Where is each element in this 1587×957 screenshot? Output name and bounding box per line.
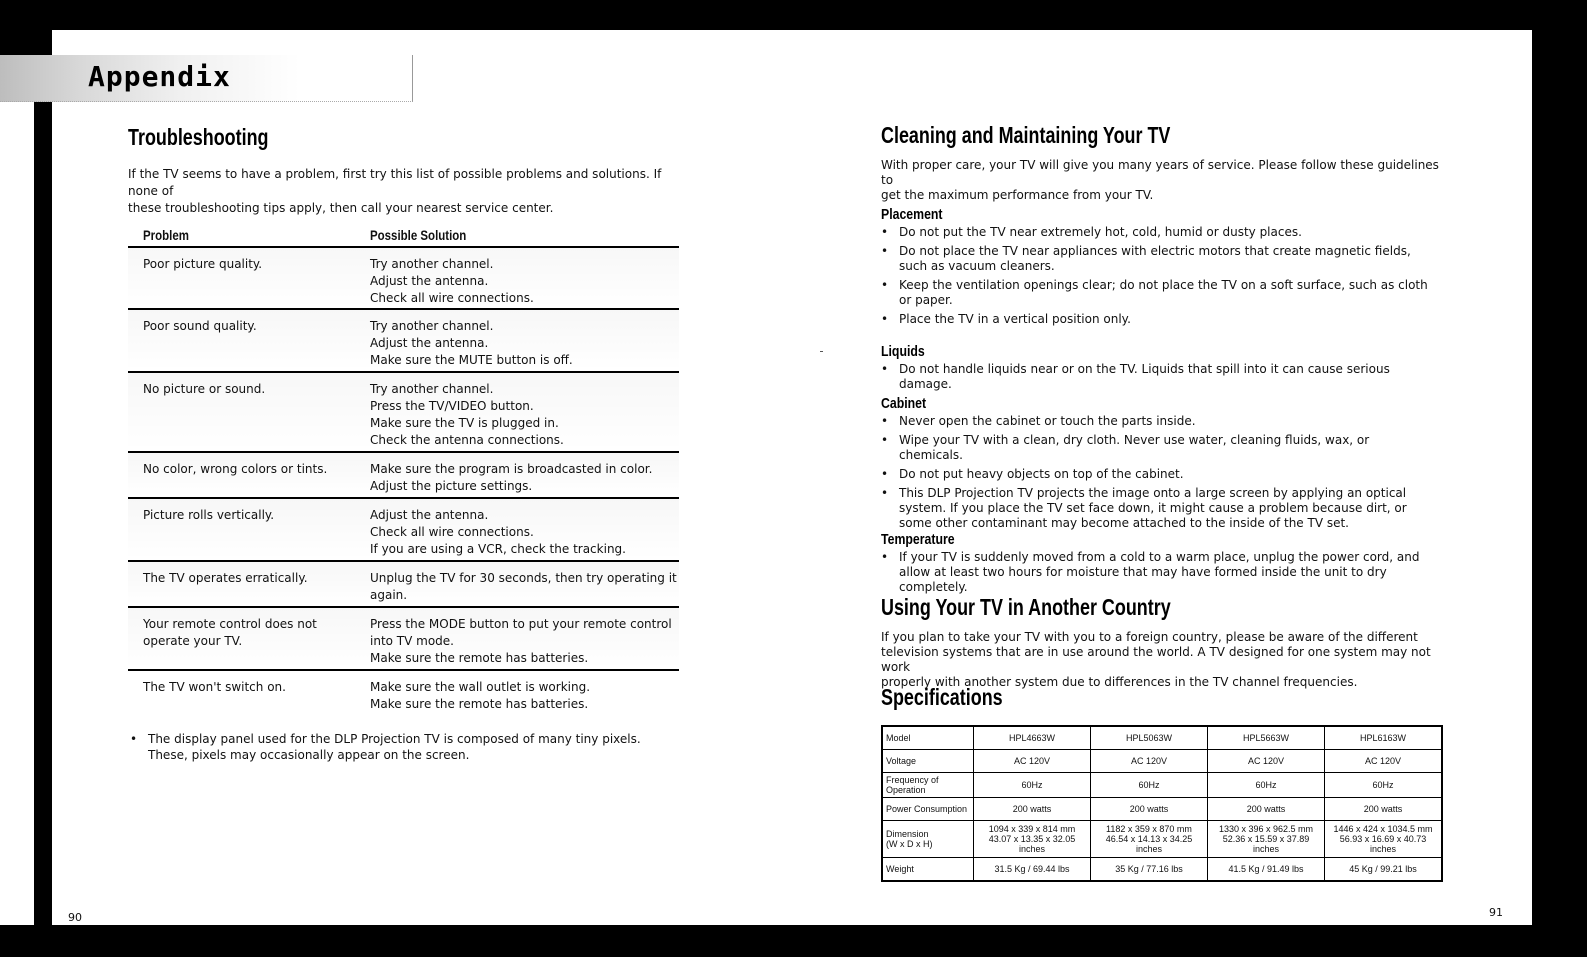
- spec-value-line: 1330 x 396 x 962.5 mm: [1218, 824, 1314, 834]
- spec-value: HPL5063W: [1091, 726, 1208, 750]
- table-row: [128, 373, 679, 453]
- solution-line: Adjust the antenna.: [370, 336, 489, 350]
- paragraph-line: properly with another system due to differences in the TV channel frequencies.: [881, 675, 1358, 689]
- spec-label: [882, 821, 974, 858]
- liquids-heading: Liquids: [881, 343, 925, 360]
- troubleshooting-table: [128, 222, 679, 719]
- liquids-list: [881, 362, 1436, 396]
- solution-line: Adjust the antenna.: [370, 508, 489, 522]
- solution-cell: [370, 256, 670, 307]
- spec-value-line: 1094 x 339 x 814 mm: [988, 824, 1076, 834]
- cabinet-heading: Cabinet: [881, 395, 927, 412]
- problem-cell: Picture rolls vertically.: [143, 508, 275, 522]
- spec-value: [1325, 821, 1443, 858]
- intro-line: get the maximum performance from your TV.: [881, 188, 1154, 202]
- list-item: • Do not place the TV near appliances with electric motors that create magnetic fields, such as vacuum cleaners.: [881, 244, 1436, 274]
- spec-row: [882, 858, 1442, 882]
- problem-cell: Your remote control does not operate your TV.: [143, 617, 317, 648]
- spec-value: AC 120V: [974, 750, 1091, 773]
- spec-value: 60Hz: [974, 773, 1091, 798]
- problem-cell: Poor picture quality.: [143, 257, 263, 271]
- table-row: [128, 608, 679, 671]
- list-item: • This DLP Projection TV projects the image onto a large screen by applying an optical system. If you place the TV set face down, it might cause a problem because dirt, or some other contaminant may become attached to the inside of the TV set.: [881, 486, 1436, 531]
- list-item: • Keep the ventilation openings clear; do not place the TV on a soft surface, such as cloth or paper.: [881, 278, 1436, 308]
- spec-value: AC 120V: [1091, 750, 1208, 773]
- cleaning-intro: [881, 158, 1441, 203]
- frame-bottom-border: [0, 925, 1587, 957]
- spec-value: [974, 821, 1091, 858]
- column-header-solution: Possible Solution: [370, 227, 467, 243]
- table-row: [128, 453, 679, 499]
- solution-cell: [370, 318, 670, 369]
- table-header: [128, 222, 679, 248]
- intro-line: these troubleshooting tips apply, then call your nearest service center.: [128, 201, 554, 215]
- solution-line: Adjust the antenna.: [370, 274, 489, 288]
- spec-row: [882, 726, 1442, 750]
- another-country-heading: Using Your TV in Another Country: [881, 594, 1171, 620]
- solution-line: Make sure the wall outlet is working.: [370, 680, 591, 694]
- spec-value-line: 43.07 x 13.35 x 32.05 inches: [988, 834, 1076, 854]
- troubleshooting-heading: Troubleshooting: [128, 124, 269, 150]
- spec-value: 45 Kg / 99.21 lbs: [1325, 858, 1443, 882]
- bullet-icon: •: [130, 732, 138, 746]
- solution-cell: [370, 616, 670, 667]
- pixel-note: [130, 731, 650, 767]
- specifications-table: [881, 725, 1443, 882]
- list-item: • Wipe your TV with a clean, dry cloth. Never use water, cleaning fluids, wax, or chemicals.: [881, 433, 1436, 463]
- spec-value: 200 watts: [1325, 798, 1443, 821]
- spec-value-line: 46.54 x 14.13 x 34.25 inches: [1105, 834, 1193, 854]
- solution-cell: [370, 507, 670, 558]
- paragraph-line: If you plan to take your TV with you to a foreign country, please be aware of the different: [881, 630, 1418, 644]
- list-item: • If your TV is suddenly moved from a cold to a warm place, unplug the power cord, and allow at least two hours for moisture that may have formed inside the unit to dry completely.: [881, 550, 1436, 595]
- troubleshooting-intro: [128, 166, 688, 217]
- spec-value: 41.5 Kg / 91.49 lbs: [1208, 858, 1325, 882]
- problem-cell: No picture or sound.: [143, 382, 266, 396]
- table-row: [128, 248, 679, 310]
- spec-value: HPL5663W: [1208, 726, 1325, 750]
- spec-value: HPL4663W: [974, 726, 1091, 750]
- problem-cell: No color, wrong colors or tints.: [143, 462, 328, 476]
- spec-value-line: 52.36 x 15.59 x 37.89 inches: [1222, 834, 1310, 854]
- spec-value: 35 Kg / 77.16 lbs: [1091, 858, 1208, 882]
- solution-line: Unplug the TV for 30 seconds, then try operating it: [370, 571, 677, 585]
- spec-value: 200 watts: [1208, 798, 1325, 821]
- spec-label-line: (W x D x H): [886, 839, 933, 849]
- table-row: [128, 310, 679, 373]
- cabinet-list: [881, 414, 1436, 535]
- temperature-heading: Temperature: [881, 531, 955, 548]
- solution-cell: [370, 461, 670, 495]
- list-item: • Do not put the TV near extremely hot, cold, humid or dusty places.: [881, 225, 1436, 240]
- specifications-heading: Specifications: [881, 684, 1003, 710]
- intro-line: If the TV seems to have a problem, first try this list of possible problems and solutions. If none of: [128, 167, 662, 198]
- solution-line: Make sure the remote has batteries.: [370, 697, 589, 711]
- pixel-note-text: [148, 731, 641, 763]
- spec-row: [882, 798, 1442, 821]
- spec-row: [882, 773, 1442, 798]
- solution-line: Make sure the remote has batteries.: [370, 651, 589, 665]
- spec-value: 31.5 Kg / 69.44 lbs: [974, 858, 1091, 882]
- spec-value-line: 1182 x 359 x 870 mm: [1106, 824, 1192, 834]
- solution-line: Press the TV/VIDEO button.: [370, 399, 534, 413]
- spec-value-line: 56.93 x 16.69 x 40.73 inches: [1339, 834, 1427, 854]
- appendix-title: Appendix: [88, 60, 231, 93]
- spec-value: 60Hz: [1091, 773, 1208, 798]
- spec-value: 200 watts: [1091, 798, 1208, 821]
- list-item: • Never open the cabinet or touch the parts inside.: [881, 414, 1436, 429]
- spec-value: 200 watts: [974, 798, 1091, 821]
- column-header-problem: Problem: [143, 227, 189, 243]
- spec-value: [1091, 821, 1208, 858]
- solution-line: Press the MODE button to put your remote control: [370, 617, 672, 631]
- paragraph-line: television systems that are in use around the world. A TV designed for one system may not work: [881, 645, 1431, 674]
- solution-line: again.: [370, 588, 408, 602]
- spec-label: Power Consumption: [882, 798, 974, 821]
- problem-cell: The TV operates erratically.: [143, 571, 308, 585]
- spec-value: [1208, 821, 1325, 858]
- frame-left-border: [34, 0, 52, 957]
- solution-line: Make sure the MUTE button is off.: [370, 353, 573, 367]
- spec-value: 60Hz: [1325, 773, 1443, 798]
- spec-value-line: 1446 x 424 x 1034.5 mm: [1333, 824, 1433, 834]
- list-item: • Do not handle liquids near or on the TV. Liquids that spill into it can cause serious damage.: [881, 362, 1436, 392]
- solution-cell: [370, 679, 670, 713]
- table-row: [128, 671, 679, 719]
- note-line: These, pixels may occasionally appear on the screen.: [148, 748, 470, 762]
- spec-value: 60Hz: [1208, 773, 1325, 798]
- solution-line: Try another channel.: [370, 319, 494, 333]
- spec-row: [882, 821, 1442, 858]
- problem-cell: Poor sound quality.: [143, 319, 257, 333]
- page-number-left: 90: [68, 911, 82, 924]
- note-line: The display panel used for the DLP Projection TV is composed of many tiny pixels.: [148, 732, 641, 746]
- spec-row: [882, 750, 1442, 773]
- solution-line: Make sure the program is broadcasted in color.: [370, 462, 653, 476]
- placement-heading: Placement: [881, 206, 943, 223]
- list-item: • Place the TV in a vertical position only.: [881, 312, 1436, 327]
- solution-cell: [370, 570, 677, 604]
- solution-line: Try another channel.: [370, 382, 494, 396]
- scan-speck: [820, 351, 823, 352]
- solution-line: Adjust the picture settings.: [370, 479, 533, 493]
- solution-line: Check all wire connections.: [370, 291, 534, 305]
- solution-line: into TV mode.: [370, 634, 454, 648]
- spec-value: AC 120V: [1325, 750, 1443, 773]
- spec-label: Voltage: [882, 750, 974, 773]
- spec-label: Weight: [882, 858, 974, 882]
- solution-line: Check all wire connections.: [370, 525, 534, 539]
- frame-top-border: [0, 0, 1587, 30]
- solution-line: Make sure the TV is plugged in.: [370, 416, 559, 430]
- solution-line: Check the antenna connections.: [370, 433, 564, 447]
- spec-label: Model: [882, 726, 974, 750]
- spec-value: AC 120V: [1208, 750, 1325, 773]
- frame-right-border: [1532, 0, 1587, 957]
- solution-line: If you are using a VCR, check the tracking.: [370, 542, 626, 556]
- another-country-text: [881, 630, 1441, 690]
- table-row: [128, 499, 679, 562]
- temperature-list: [881, 550, 1436, 599]
- list-item: • Do not put heavy objects on top of the cabinet.: [881, 467, 1436, 482]
- page-number-right: 91: [1489, 906, 1503, 919]
- intro-line: With proper care, your TV will give you many years of service. Please follow these guidelines to: [881, 158, 1439, 187]
- solution-cell: [370, 381, 670, 449]
- placement-list: [881, 225, 1436, 331]
- spec-label: Frequency of Operation: [882, 773, 974, 798]
- spec-label-line: Dimension: [886, 829, 929, 839]
- solution-line: Try another channel.: [370, 257, 494, 271]
- cleaning-heading: Cleaning and Maintaining Your TV: [881, 122, 1171, 148]
- problem-cell: The TV won't switch on.: [143, 680, 286, 694]
- spec-value: HPL6163W: [1325, 726, 1443, 750]
- table-row: [128, 562, 679, 608]
